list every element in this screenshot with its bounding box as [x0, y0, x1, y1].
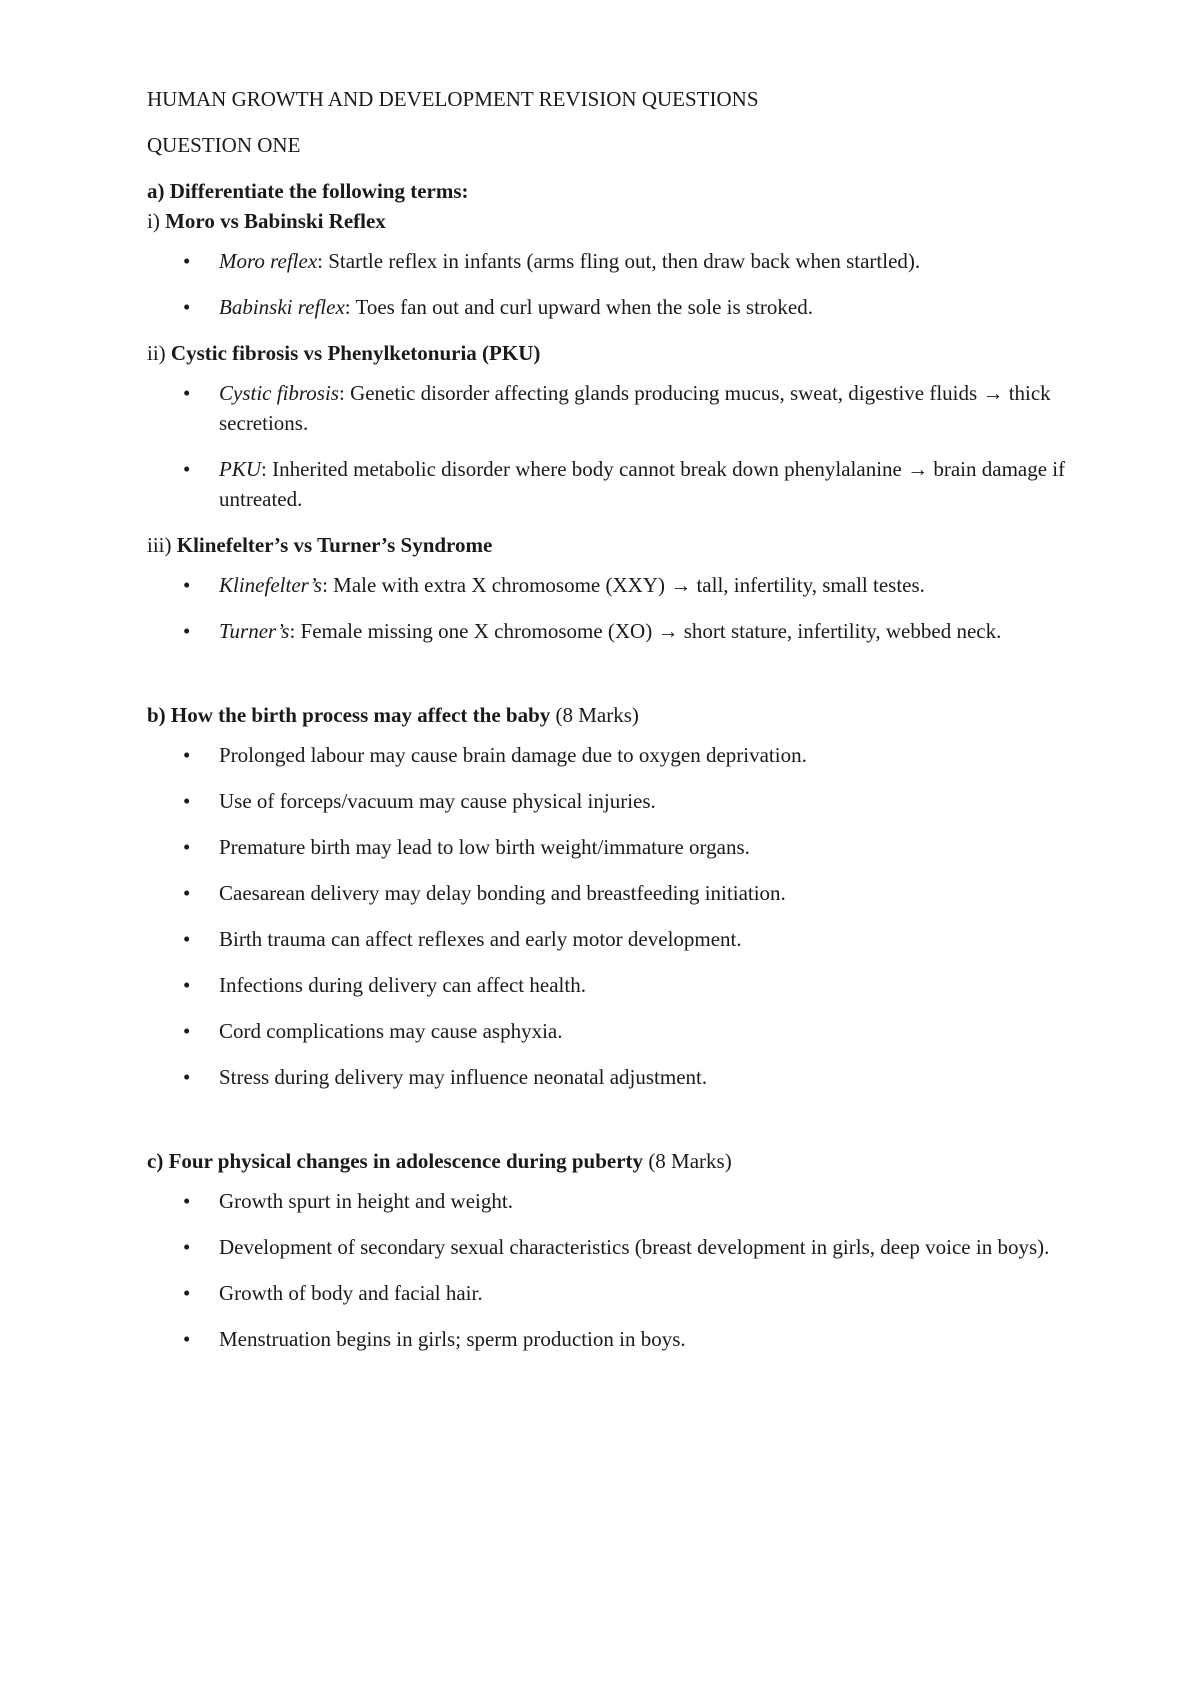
list-item [147, 1016, 1067, 1046]
bullet-icon: • [183, 973, 191, 997]
bullet-icon: • [183, 249, 191, 273]
list-item [147, 1062, 1067, 1092]
list-item [147, 1232, 1067, 1262]
bullet-icon: • [183, 881, 191, 905]
part-c-list [147, 1186, 1067, 1354]
list-item [147, 970, 1067, 1000]
section-ii-list [147, 378, 1067, 514]
list-item [147, 832, 1067, 862]
bullet-icon: • [183, 1281, 191, 1305]
list-item [147, 1324, 1067, 1354]
bullet-icon: • [183, 1327, 191, 1351]
section-iii-list [147, 570, 1067, 646]
list-item-text: Use of forceps/vacuum may cause physical injuries. [219, 789, 656, 813]
list-item [147, 1278, 1067, 1308]
list-item: • Cystic fibrosis: Genetic disorder affecting glands producing mucus, sweat, digestive fluids → thick secretions. [147, 378, 1067, 438]
list-item-text: Infections during delivery can affect health. [219, 973, 586, 997]
list-item-text: Development of secondary sexual characteristics (breast development in girls, deep voice in boys). [219, 1235, 1050, 1259]
question-heading: QUESTION ONE [147, 133, 301, 157]
bullet-icon: • [183, 789, 191, 813]
bullet-icon: • [183, 1189, 191, 1213]
list-item [147, 1186, 1067, 1216]
part-c-heading: c) Four physical changes in adolescence during puberty (8 Marks) [147, 1149, 732, 1173]
list-item: • Babinski reflex: Toes fan out and curl upward when the sole is stroked. [147, 292, 1067, 322]
bullet-icon: • [183, 1235, 191, 1259]
bullet-icon: • [183, 295, 191, 319]
list-item [147, 878, 1067, 908]
part-b-heading: b) How the birth process may affect the baby (8 Marks) [147, 703, 639, 727]
bullet-icon: • [183, 381, 191, 405]
list-item-text: Premature birth may lead to low birth weight/immature organs. [219, 835, 750, 859]
bullet-icon: • [183, 927, 191, 951]
list-item-text: Birth trauma can affect reflexes and early motor development. [219, 927, 742, 951]
bullet-icon: • [183, 1065, 191, 1089]
list-item-text: Prolonged labour may cause brain damage due to oxygen deprivation. [219, 743, 807, 767]
section-ii-heading: ii) Cystic fibrosis vs Phenylketonuria (PKU) [147, 341, 541, 365]
list-item [147, 786, 1067, 816]
bullet-icon: • [183, 619, 191, 643]
list-item-text: Growth of body and facial hair. [219, 1281, 483, 1305]
section-i-list [147, 246, 1067, 322]
section-i-heading: i) Moro vs Babinski Reflex [147, 209, 386, 233]
bullet-icon: • [183, 457, 191, 481]
document-page [147, 84, 1067, 1370]
list-item: • Turner’s: Female missing one X chromosome (XO) → short stature, infertility, webbed neck. [147, 616, 1067, 646]
section-iii-heading: iii) Klinefelter’s vs Turner’s Syndrome [147, 533, 493, 557]
document-title: HUMAN GROWTH AND DEVELOPMENT REVISION QUESTIONS [147, 87, 759, 111]
list-item: • Klinefelter’s: Male with extra X chromosome (XXY) → tall, infertility, small testes. [147, 570, 1067, 600]
list-item [147, 924, 1067, 954]
part-a-heading: a) Differentiate the following terms: [147, 179, 469, 203]
list-item-text: Cord complications may cause asphyxia. [219, 1019, 563, 1043]
list-item [147, 740, 1067, 770]
bullet-icon: • [183, 573, 191, 597]
list-item-text: Menstruation begins in girls; sperm production in boys. [219, 1327, 686, 1351]
list-item-text: Stress during delivery may influence neonatal adjustment. [219, 1065, 708, 1089]
bullet-icon: • [183, 1019, 191, 1043]
list-item: • PKU: Inherited metabolic disorder where body cannot break down phenylalanine → brain damage if untreated. [147, 454, 1067, 514]
list-item-text: Caesarean delivery may delay bonding and breastfeeding initiation. [219, 881, 786, 905]
part-b-list [147, 740, 1067, 1092]
bullet-icon: • [183, 835, 191, 859]
list-item-text: Growth spurt in height and weight. [219, 1189, 513, 1213]
bullet-icon: • [183, 743, 191, 767]
list-item: • Moro reflex: Startle reflex in infants (arms fling out, then draw back when startled). [147, 246, 1067, 276]
